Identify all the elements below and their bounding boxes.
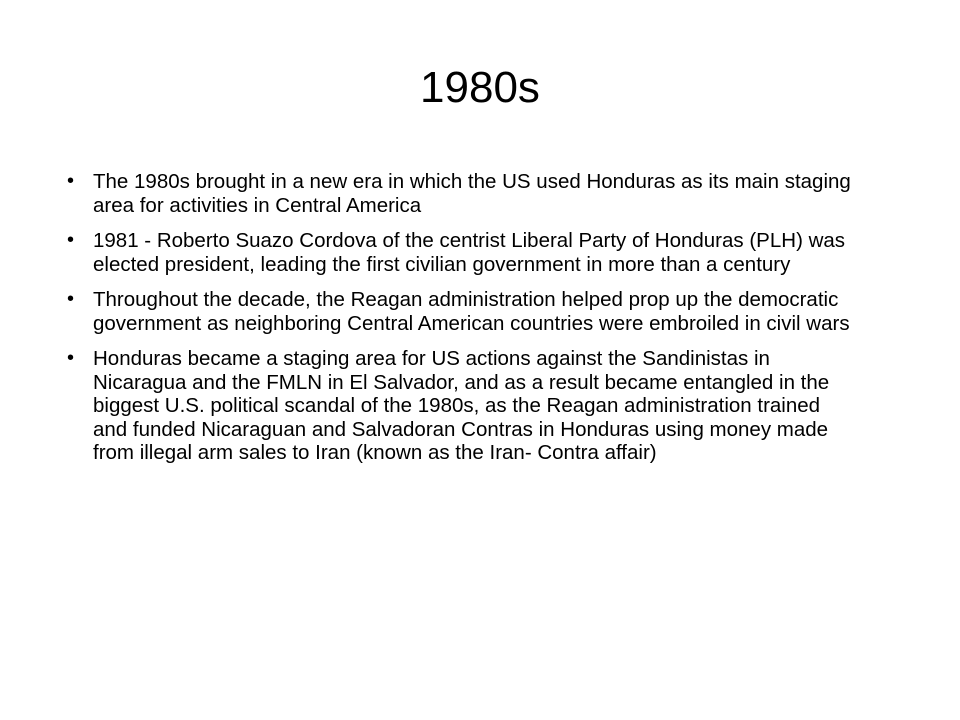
bullet-text: Honduras became a staging area for US actions against the Sandinistas in Nicaragua and the FMLN in El Salvador, and as a result became entangled in the biggest U.S. political scandal of the 1980s, as the Reagan administration trained and funded Nicaraguan and Salvadoran Contras in Honduras using money made from illegal arm sales to Iran (known as the Iran- Contra affair) [93,347,830,464]
bullet-list [67,170,857,477]
bullet-icon: • [67,347,75,369]
bullet-item [67,288,857,335]
bullet-item [67,170,857,217]
bullet-text: Throughout the decade, the Reagan administration helped prop up the democratic government as neighboring Central American countries were embroiled in civil wars [93,288,850,335]
bullet-icon: • [67,229,75,251]
bullet-icon: • [67,288,75,310]
bullet-text: 1981 - Roberto Suazo Cordova of the centrist Liberal Party of Honduras (PLH) was elected president, leading the first civilian government in more than a century [93,229,846,276]
bullet-item [67,229,857,276]
slide-title: 1980s [420,63,540,112]
bullet-text: The 1980s brought in a new era in which the US used Honduras as its main staging area for activities in Central America [93,170,851,217]
bullet-icon: • [67,170,75,192]
bullet-item [67,347,857,465]
